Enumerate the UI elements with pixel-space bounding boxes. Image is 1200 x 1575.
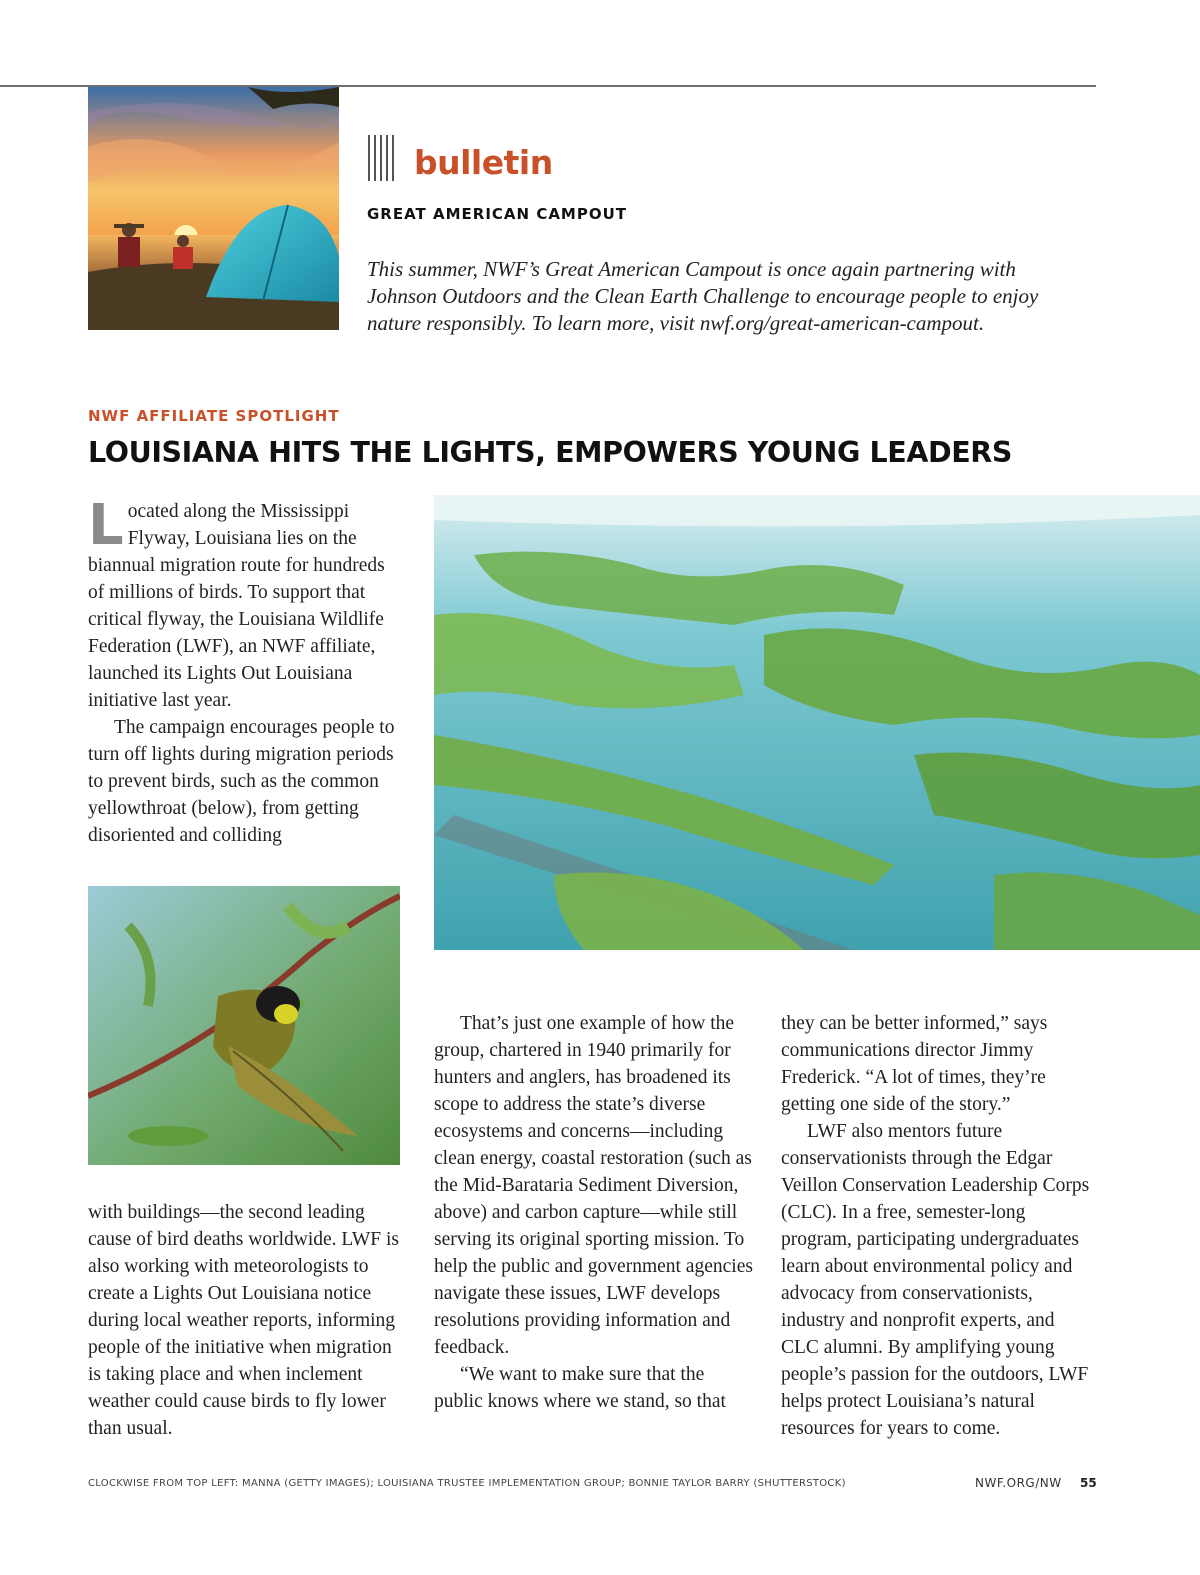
bulletin-logo-bars bbox=[368, 135, 394, 181]
paragraph-1-text: ocated along the Mississippi Flyway, Louisiana lies on the biannual migration route for hundreds of millions of birds. To support that critical flyway, the Louisiana Wildlife Federation (LWF), an NWF affiliate, launched its Lights Out Louisiana initiative last year. bbox=[88, 501, 385, 711]
column-1-top bbox=[88, 493, 404, 849]
yellowthroat-photo bbox=[88, 886, 400, 1165]
delta-aerial-illustration bbox=[434, 495, 1200, 950]
delta-aerial-photo bbox=[434, 495, 1200, 950]
page-number: 55 bbox=[1080, 1476, 1097, 1490]
yellowthroat-illustration bbox=[88, 886, 400, 1165]
paragraph-5: “We want to make sure that the public knows where we stand, so that bbox=[434, 1364, 726, 1412]
campout-photo-illustration bbox=[88, 87, 339, 330]
campout-text: This summer, NWF’s Great American Campout is once again partnering with Johnson Outdoors and the Clean Earth Challenge to encourage people to enjoy nature responsibly. To learn more, visit nwf.org/great-american-campout. bbox=[367, 257, 1039, 335]
column-3 bbox=[781, 1010, 1097, 1442]
article-headline: LOUISIANA HITS THE LIGHTS, EMPOWERS YOUNG LEADERS bbox=[88, 436, 1012, 469]
drop-cap: L bbox=[88, 493, 124, 558]
spotlight-label: NWF AFFILIATE SPOTLIGHT bbox=[88, 407, 340, 425]
campout-heading: GREAT AMERICAN CAMPOUT bbox=[367, 205, 628, 223]
column-1-bottom bbox=[88, 1199, 404, 1442]
footer-url: NWF.ORG/NW bbox=[975, 1476, 1062, 1490]
campout-photo bbox=[88, 87, 339, 330]
paragraph-2: The campaign encourages people to turn off lights during migration periods to prevent birds, such as the common yellowthroat (below), from getting disoriented and colliding bbox=[88, 717, 395, 846]
paragraph-1 bbox=[88, 493, 404, 714]
paragraph-7: LWF also mentors future conservationists through the Edgar Veillon Conservation Leadership Corps (CLC). In a free, semester-long program, participating undergraduates learn about environmental policy and advocacy from conservationists, industry and nonprofit experts, and CLC alumni. By amplifying young people’s passion for the outdoors, LWF helps protect Louisiana’s natural resources for years to come. bbox=[781, 1121, 1090, 1439]
bulletin-section-title: bulletin bbox=[414, 143, 553, 182]
column-2 bbox=[434, 1010, 754, 1415]
paragraph-6: they can be better informed,” says communications director Jimmy Frederick. “A lot of times, they’re getting one side of the story.” bbox=[781, 1013, 1048, 1115]
photo-credits: CLOCKWISE FROM TOP LEFT: MANNA (GETTY IMAGES); LOUISIANA TRUSTEE IMPLEMENTATION GROUP; BONNIE TAYLOR BARRY (SHUTTERSTOCK) bbox=[88, 1478, 846, 1489]
paragraph-3: with buildings—the second leading cause of bird deaths worldwide. LWF is also working with meteorologists to create a Lights Out Louisiana notice during local weather reports, informing people of the initiative when migration is taking place and when inclement weather could cause birds to fly lower than usual. bbox=[88, 1202, 400, 1439]
paragraph-4: That’s just one example of how the group, chartered in 1940 primarily for hunters and anglers, has broadened its scope to address the state’s diverse ecosystems and concerns—including clean energy, coastal restoration (such as the Mid-Barataria Sediment Diversion, above) and carbon capture—while still serving its original sporting mission. To help the public and government agencies navigate these issues, LWF develops resolutions providing information and feedback. bbox=[434, 1013, 753, 1358]
